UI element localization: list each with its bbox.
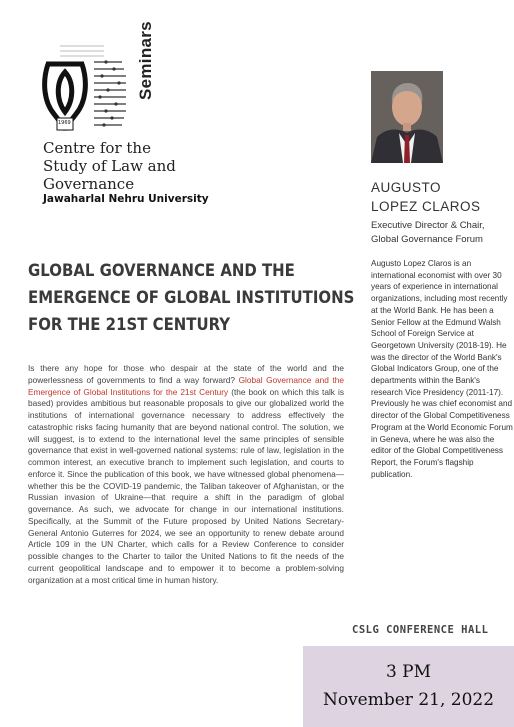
org-line: Centre for the [43,139,151,157]
speaker-bio: Augusto Lopez Claros is an international economist with over 30 years of experience in international organizations, including most recently at the World Bank. He has been a Senior Fellow at the Edmund Walsh School of Foreign Service at Georgetown University (2018-19). He was the director of the World Bank's Global Indicators Group, one of the departments within the Bank's research Vice Presidency (2011-17). Previously he was chief economist and director of the Global Competitiveness Program at the World Economic Forum in Geneva, where he was also the editor of the Global Competitiveness Report, the Forum's flagship publication. [371,259,513,479]
speaker-last-name: LOPEZ CLAROS [371,199,481,214]
talk-abstract [28,363,344,586]
org-line: Study of Law and [43,157,176,175]
talk-title [28,257,355,338]
logo-year: 1969 [58,120,71,126]
event-date: November 21, 2022 [322,690,495,710]
speaker-role-line: Global Governance Forum [371,234,483,245]
book-title-link[interactable]: Global Governance and the Emergence of Global Institutions for the 21st Century [28,374,344,397]
speaker-first-name: AUGUSTO [371,180,442,195]
org-name [43,139,213,193]
talk-title-line: EMERGENCE OF GLOBAL INSTITUTIONS [28,288,355,307]
series-label: Seminars [136,21,155,100]
event-time: 3 PM [385,662,432,682]
datetime-box [303,646,514,727]
speaker-name [371,178,481,216]
university-name: Jawaharlal Nehru University [43,193,209,205]
abstract-text: (the book on which this talk is based) provides ambitious but reasonable proposals to give our globalized world the institutions of international governance necessary to address effectively the catastrophic risks facing humanity that are beyond national control. The solution, we will suggest, is to extend to the international level the same principles of sensible governance that exist in well-governed national systems: rule of law, legislation in the common interest, an executive branch to implement such legislation, and courts to enforce it. Since the publication of this book, we have witnessed global phenomena—whether this be the COVID-19 pandemic, the Taliban takeover of Afghanistan, or the Russian invasion of Ukraine—that require a shift in the paradigm of global governance. As such, we advocate for change in our international institutions. Specifically, at the Summit of the Future proposed by United Nations Secretary-General Antonio Guterres for 2024, we see an opportunity to renew debate around Article 109 in the UN Charter, which calls for a Review Conference to consider possible changes to the Charter to tailor the United Nations to fit the needs of the current geopolitical landscape and to empower it to become a problem-solving organization at a most critical time in human history. [28,386,344,585]
talk-title-line: FOR THE 21ST CENTURY [28,315,231,334]
speaker-role [371,219,511,247]
speaker-role-line: Executive Director & Chair, [371,220,485,231]
talk-title-line: GLOBAL GOVERNANCE AND THE [28,261,295,280]
speaker-photo [371,71,443,163]
cslg-logo [40,42,150,137]
abstract-text: Is there any hope for those who despair at the state of the world and the powerlessness of governments to find a way forward? [28,363,344,385]
org-line: Governance [43,175,135,193]
venue: CSLG CONFERENCE HALL [352,624,489,636]
